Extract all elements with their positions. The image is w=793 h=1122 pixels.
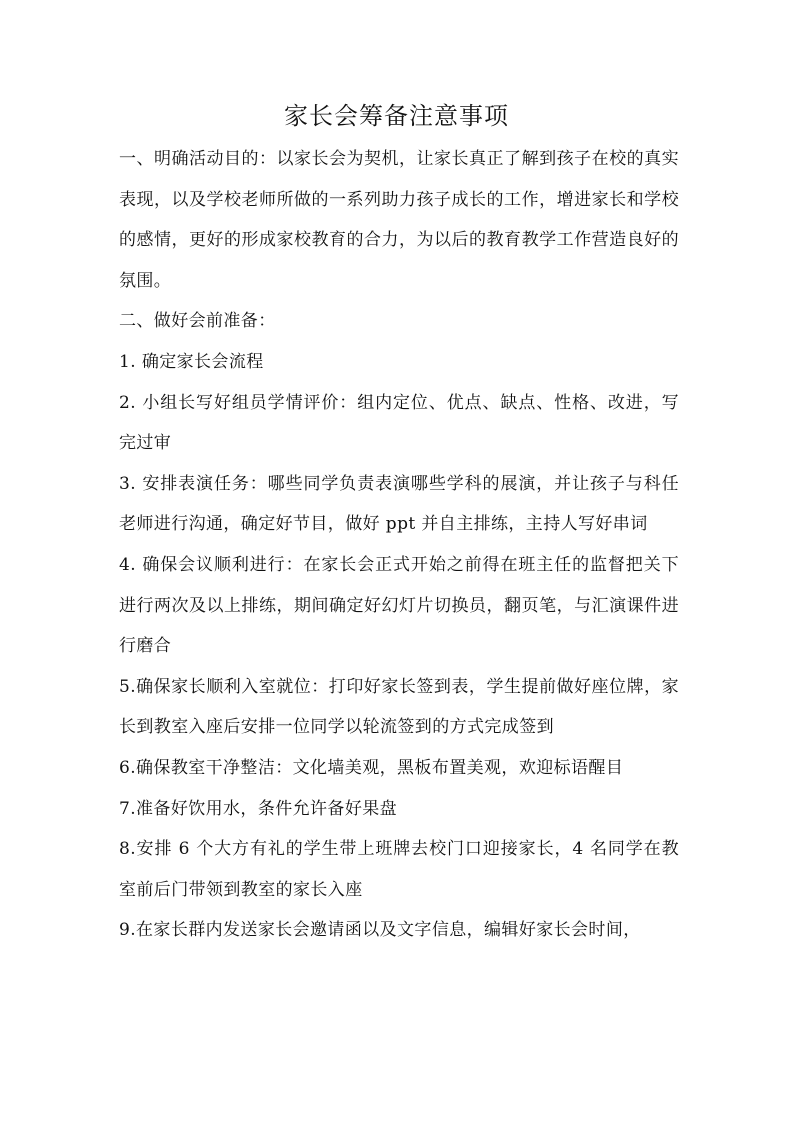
paragraph-purpose: 一、明确活动目的：以家长会为契机，让家长真正了解到孩子在校的真实表现，以及学校老师所做的一系列助力孩子成长的工作，增进家长和学校的感情，更好的形成家校教育的合力，为以后的教育教学工作营造良好的氛围。 bbox=[119, 149, 679, 291]
paragraph-item-4: 4. 确保会议顺利进行：在家长会正式开始之前得在班主任的监督把关下进行两次及以上排练，期间确定好幻灯片切换员，翻页笔，与汇演课件进行磨合 bbox=[119, 554, 679, 657]
paragraph-item-5: 5.确保家长顺利入室就位：打印好家长签到表，学生提前做好座位牌，家长到教室入座后安排一位同学以轮流签到的方式完成签到 bbox=[119, 676, 679, 738]
paragraph-preparation-heading: 二、做好会前准备： bbox=[119, 311, 276, 332]
paragraph-item-1: 1. 确定家长会流程 bbox=[119, 351, 264, 372]
paragraph-item-2: 2. 小组长写好组员学情评价：组内定位、优点、缺点、性格、改进，写完过审 bbox=[119, 392, 679, 454]
document-title: 家长会筹备注意事项 bbox=[284, 102, 509, 130]
paragraph-item-9: 9.在家长群内发送家长会邀请函以及文字信息，编辑好家长会时间， bbox=[119, 920, 641, 941]
paragraph-item-6: 6.确保教室干净整洁：文化墙美观，黑板布置美观，欢迎标语醒目 bbox=[119, 757, 624, 778]
paragraph-item-7: 7.准备好饮用水，条件允许备好果盘 bbox=[119, 798, 398, 819]
paragraph-item-8: 8.安排 6 个大方有礼的学生带上班牌去校门口迎接家长，4 名同学在教室前后门带领到教室的家长入座 bbox=[119, 839, 679, 900]
paragraph-item-3: 3. 安排表演任务：哪些同学负责表演哪些学科的展演，并让孩子与科任老师进行沟通，确定好节目，做好 ppt 并自主排练，主持人写好串词 bbox=[119, 473, 679, 535]
document-body bbox=[119, 139, 679, 951]
